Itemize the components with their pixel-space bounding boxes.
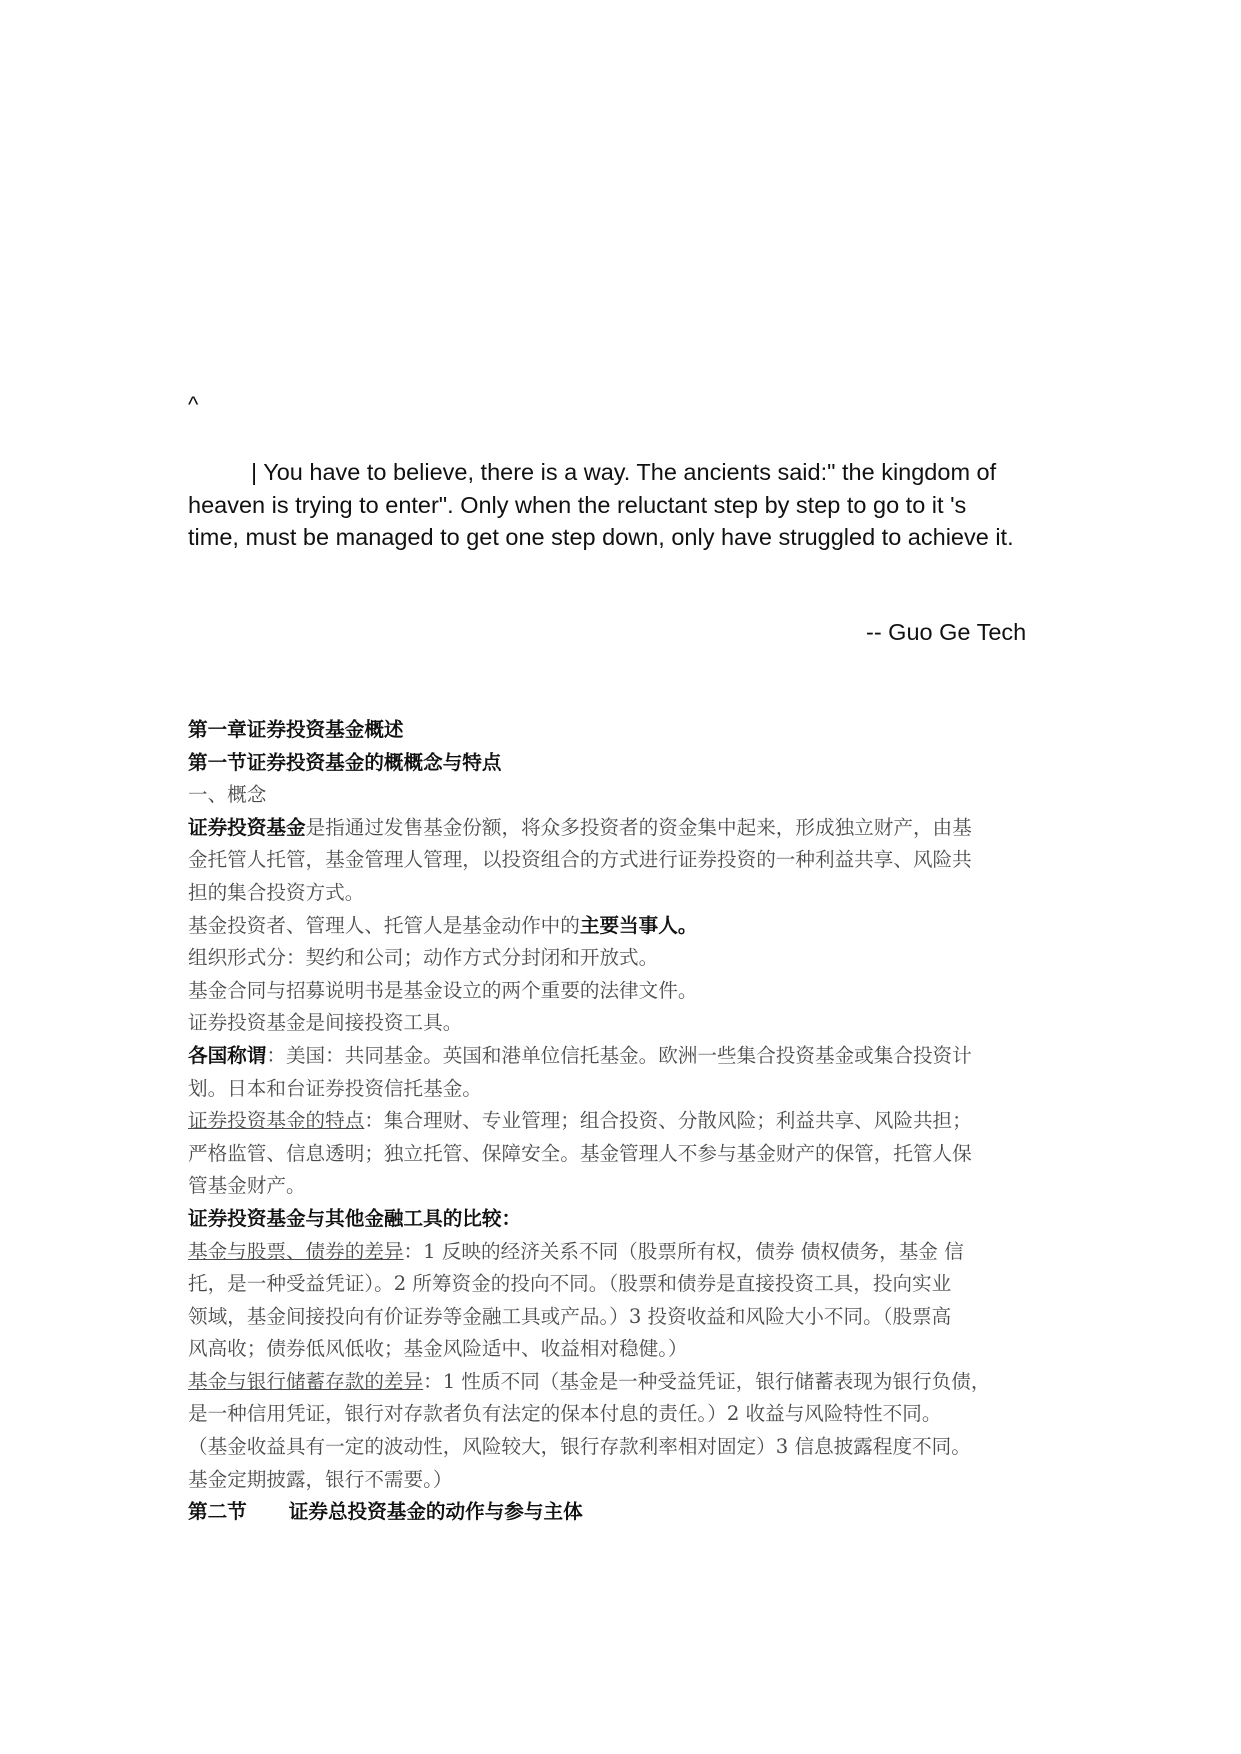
paragraph-line: 是一种信用凭证，银行对存款者负有法定的保本付息的责任。）2 收益与风险特性不同。	[188, 1402, 942, 1426]
paragraph-line: 金托管人托管，基金管理人管理，以投资组合的方式进行证券投资的一种利益共享、风险共	[188, 848, 972, 872]
caret-mark: ^	[188, 392, 199, 417]
quote-line: heaven is trying to enter". Only when the reluctant step by step to go to it 's	[188, 491, 967, 518]
term-bold: 各国称谓	[188, 1043, 267, 1067]
paragraph-line: 组织形式分：契约和公司；动作方式分封闭和开放式。	[188, 946, 659, 970]
term-bold: 主要当事人。	[579, 913, 698, 937]
paragraph-line: 证券投资基金是间接投资工具。	[188, 1011, 463, 1035]
bold-heading: 证券投资基金与其他金融工具的比较：	[188, 1206, 522, 1230]
paragraph-line: 担的集合投资方式。	[188, 880, 365, 904]
section-heading	[188, 1496, 1058, 1529]
paragraph	[188, 1105, 1058, 1138]
paragraph-line: 托，是一种受益凭证）。2 所筹资金的投向不同。（股票和债券是直接投资工具，投向实业	[188, 1272, 952, 1296]
paragraph-line: 基金合同与招募说明书是基金设立的两个重要的法律文件。	[188, 978, 698, 1002]
paragraph-text: ：集合理财、专业管理；组合投资、分散风险；利益共享、风险共担；	[364, 1109, 972, 1133]
term-underlined: 证券投资基金的特点	[188, 1109, 365, 1133]
paragraph	[188, 1040, 1058, 1073]
paragraph	[188, 1236, 1058, 1269]
paragraph-text: 基金投资者、管理人、托管人是基金动作中的	[188, 913, 580, 937]
paragraph-line: （基金收益具有一定的波动性，风险较大，银行存款利率相对固定）3 信息披露程度不同。	[188, 1435, 971, 1459]
document-body	[188, 714, 1058, 1529]
section-title: 证券总投资基金的动作与参与主体	[288, 1500, 583, 1524]
paragraph-line: 基金定期披露，银行不需要。）	[188, 1467, 453, 1491]
paragraph-line: 管基金财产。	[188, 1174, 306, 1198]
quote-line: | You have to believe, there is a way. The ancients said:" the kingdom of	[251, 459, 997, 485]
paragraph-text: ：1 性质不同（基金是一种受益凭证，银行储蓄表现为银行负债，	[423, 1369, 991, 1393]
paragraph-line: 严格监管、信息透明；独立托管、保障安全。基金管理人不参与基金财产的保管，托管人保	[188, 1141, 972, 1165]
term-bold: 证券投资基金	[188, 815, 306, 839]
paragraph-text: ：1 反映的经济关系不同（股票所有权，债券 债权债务，基金 信	[403, 1239, 964, 1263]
subheading: 一、概念	[188, 783, 267, 807]
term-underlined: 基金与股票、债券的差异	[188, 1239, 404, 1263]
section-number: 第二节	[188, 1500, 247, 1524]
paragraph-line: 领域，基金间接投向有价证券等金融工具或产品。）3 投资收益和风险大小不同。（股票高	[188, 1304, 952, 1328]
quote-line: time, must be managed to get one step down, only have struggled to achieve it.	[188, 524, 1014, 550]
paragraph	[188, 1366, 1058, 1399]
paragraph-line: 划。日本和台证券投资信托基金。	[188, 1076, 482, 1100]
term-underlined: 基金与银行储蓄存款的差异	[188, 1369, 424, 1393]
paragraph-text: ：美国：共同基金。英国和港单位信托基金。欧洲一些集合投资基金或集合投资计	[266, 1043, 972, 1067]
paragraph	[188, 910, 1058, 943]
section-heading: 第一节证券投资基金的概概念与特点	[188, 750, 502, 774]
paragraph-line: 风高收；债券低风低收；基金风险适中、收益相对稳健。）	[188, 1337, 688, 1361]
quote-signature: -- Guo Ge Tech	[866, 619, 1027, 645]
epigraph-quote	[188, 456, 1068, 554]
paragraph-text: 是指通过发售基金份额，将众多投资者的资金集中起来，形成独立财产，由基	[305, 815, 972, 839]
paragraph	[188, 812, 1058, 845]
chapter-heading: 第一章证券投资基金概述	[188, 718, 404, 741]
